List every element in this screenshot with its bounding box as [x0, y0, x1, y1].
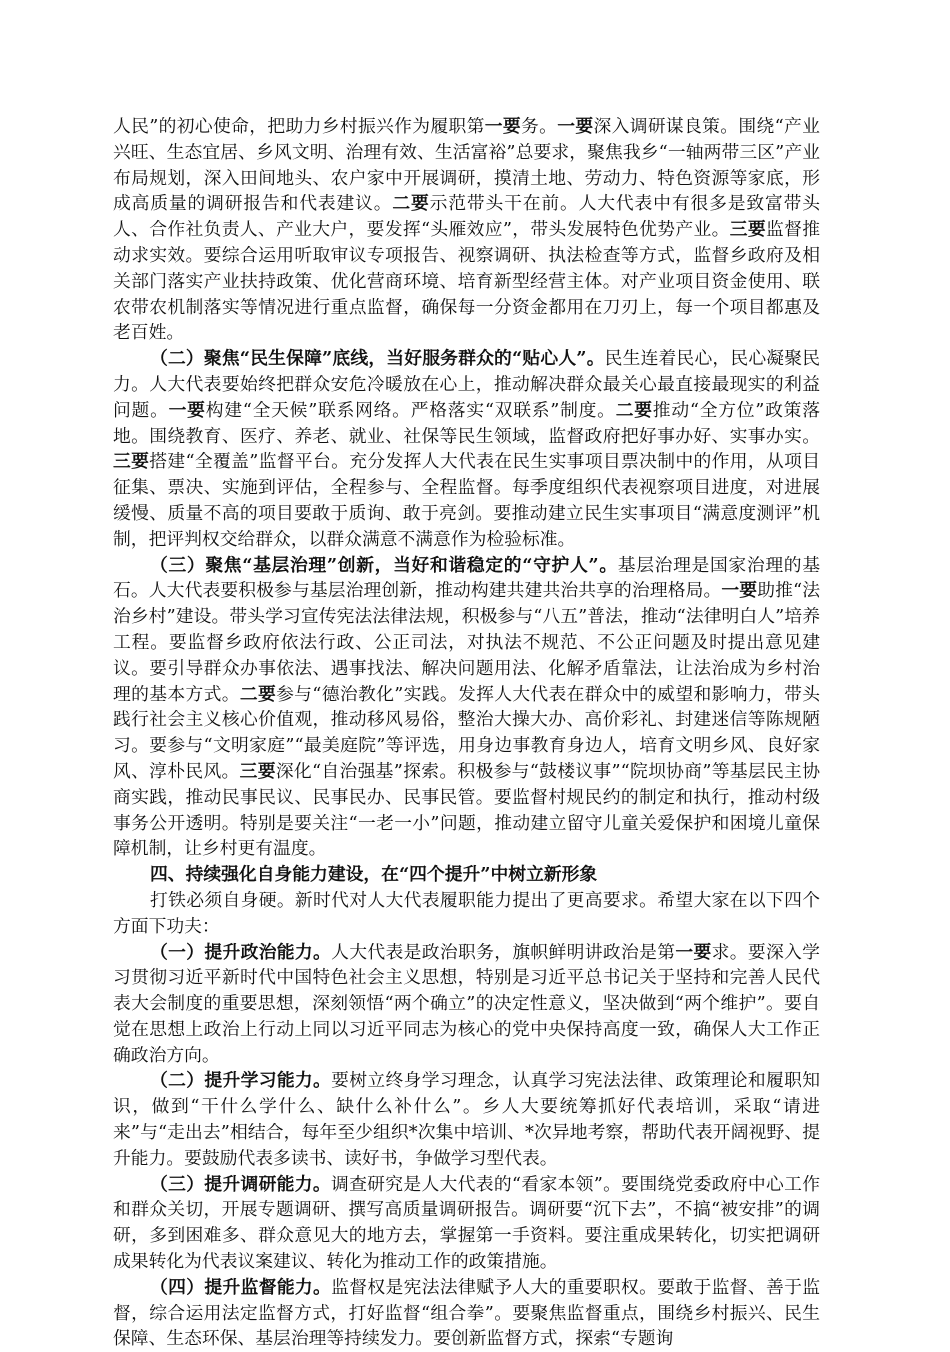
paragraph-political [113, 940, 820, 1069]
bold-text: 二要 [615, 399, 653, 421]
bold-text: 二要 [392, 193, 430, 215]
section-4-title: 四、持续强化自身能力建设，在“四个提升”中树立新形象 [150, 864, 598, 886]
paragraph-supervision [113, 1275, 820, 1352]
bold-text: 三要 [113, 451, 150, 473]
text: 深化“自治强基”探索。积极参与“鼓楼议事”“院坝协商”等基层民主协商实践，推动民事民议、民事民办、民事民管。要监督村规民约的制定和执行，推动村级事务公开透明。特别是要关注“一老一小”问题，推动建立留守儿童关爱保护和困境儿童保障机制，让乡村更有温度。 [113, 760, 820, 860]
text: 民生连着民心，民心凝聚民力。人大代表要始终把群众安危冷暖放在心上，推动解决群众最关心最直接最现实的利益问题。 [113, 348, 820, 421]
bold-text: 一要 [721, 580, 758, 602]
bold-text: 三要 [239, 760, 276, 782]
subheading: （三）提升调研能力。 [150, 1173, 331, 1195]
text: 人大代表是政治职务，旗帜鲜明讲政治是第 [331, 941, 676, 963]
text: 监督权是宪法法律赋予人大的重要职权。要敢于监督、善于监督，综合运用法定监督方式，打好监督“组合拳”。要聚焦监督重点，围绕乡村振兴、民生保障、生态环保、基层治理等持续发力。要创新监督方式，探索“专题询 [113, 1276, 820, 1350]
text: 求。要深入学习贯彻习近平新时代中国特色社会主义思想，特别是习近平总书记关于坚持和完善人民代表大会制度的重要思想，深刻领悟“两个确立”的决定性意义，坚决做到“两个维护”。要自觉在思想上政治上行动上同以习近平同志为核心的党中央保持高度一致，确保人大工作正确政治方向。 [113, 941, 820, 1066]
text: 基层治理是国家治理的基石。人大代表要积极参与基层治理创新，推动构建共建共治共享的治理格局。 [113, 554, 820, 602]
paragraph-governance [113, 553, 820, 863]
text: 助推“法治乡村”建设。带头学习宣传宪法法律法规，积极参与“八五”普法，推动“法律明白人”培养工程。要监督乡政府依法行政、公正司法，对执法不规范、不公正问题及时提出意见建议。要引导群众办事依法、遇事找法、解决问题用法、化解矛盾靠法，让法治成为乡村治理的基本方式。 [113, 580, 820, 705]
text: 推动“全方位”政策落地。围绕教育、医疗、养老、就业、社保等民生领域，监督政府把好事办好、实事办实。 [113, 399, 820, 447]
subheading: （二）聚焦“民生保障”底线，当好服务群众的“贴心人”。 [150, 348, 605, 370]
text: 要树立终身学习理念，认真学习宪法法律、政策理论和履职知识，做到“干什么学什么、缺什么补什么”。乡人大要统筹抓好代表培训，采取“请进来”与“走出去”相结合，每年至少组织*次集中培训、*次异地考察，帮助代表开阔视野、提升能力。要鼓励代表多读书、读好书，争做学习型代表。 [113, 1070, 820, 1169]
text: 务。 [521, 116, 558, 137]
bold-text: 一要 [557, 116, 594, 137]
bold-text: 二要 [239, 683, 277, 705]
text: 参与“德治教化”实践。发挥人大代表在群众中的威望和影响力，带头践行社会主义核心价值观，推动移风易俗，整治大操大办、高价彩礼、封建迷信等陈规陋习。要参与“文明家庭”“最美庭院”等评选，用身边事教育身边人，培育文明乡风、良好家风、淳朴民风。 [113, 683, 820, 782]
text: 监督推动求实效。要综合运用听取审议专项报告、视察调研、执法检查等方式，监督乡政府及相关部门落实产业扶持政策、优化营商环境、培育新型经营主体。对产业项目资金使用、联农带农机制落实等情况进行重点监督，确保每一分资金都用在刀刃上，每一个项目都惠及老百姓。 [113, 219, 820, 344]
paragraph-industry [113, 114, 820, 346]
paragraph-learning [113, 1068, 820, 1171]
bold-text: 一要 [168, 399, 206, 421]
text: 搭建“全覆盖”监督平台。充分发挥人大代表在民生实事项目票决制中的作用，从项目征集、票决、实施到评估，全程参与、全程监督。每季度组织代表视察项目进度，对进展缓慢、质量不高的项目要敢于质询、敢于亮剑。要推动建立民生实事项目“满意度测评”机制，把评判权交给群众，以群众满意不满意作为检验标准。 [113, 451, 820, 550]
bold-text: 三要 [729, 219, 766, 241]
text: 深入调研谋良策。围绕“产业兴旺、生态宜居、乡风文明、治理有效、生活富裕”总要求，聚焦我乡“一轴两带三区”产业布局规划，深入田间地头、农户家中开展调研，摸清土地、劳动力、特色资源等家底，形成高质量的调研报告和代表建议。 [113, 116, 820, 215]
subheading: （三）聚焦“基层治理”创新，当好和谐稳定的“守护人”。 [150, 554, 618, 576]
text: 调查研究是人大代表的“看家本领”。要围绕党委政府中心工作和群众关切，开展专题调研、撰写高质量调研报告。调研要“沉下去”，不搞“被安排”的调研，多到困难多、群众意见大的地方去，掌握第一手资料。要注重成果转化，切实把调研成果转化为代表议案建议、转化为推动工作的政策措施。 [113, 1173, 820, 1273]
subheading: （一）提升政治能力。 [150, 941, 332, 963]
subheading: （四）提升监督能力。 [150, 1276, 332, 1298]
paragraph-intro: 打铁必须自身硬。新时代对人大代表履职能力提出了更高要求。希望大家在以下四个方面下功夫： [113, 889, 820, 937]
paragraph-research [113, 1172, 820, 1275]
paragraph-livelihood [113, 346, 820, 552]
text: 人民”的初心使命，把助力乡村振兴作为履职第 [113, 116, 485, 137]
bold-text: 一要 [675, 941, 712, 963]
text: 构建“全天候”联系网络。严格落实“双联系”制度。 [205, 399, 616, 421]
bold-text: 一要 [484, 116, 521, 137]
text: 示范带头干在前。人大代表中有很多是致富带头人、合作社负责人、产业大户，要发挥“头雁效应”，带头发展特色优势产业。 [113, 193, 820, 241]
subheading: （二）提升学习能力。 [150, 1070, 332, 1092]
